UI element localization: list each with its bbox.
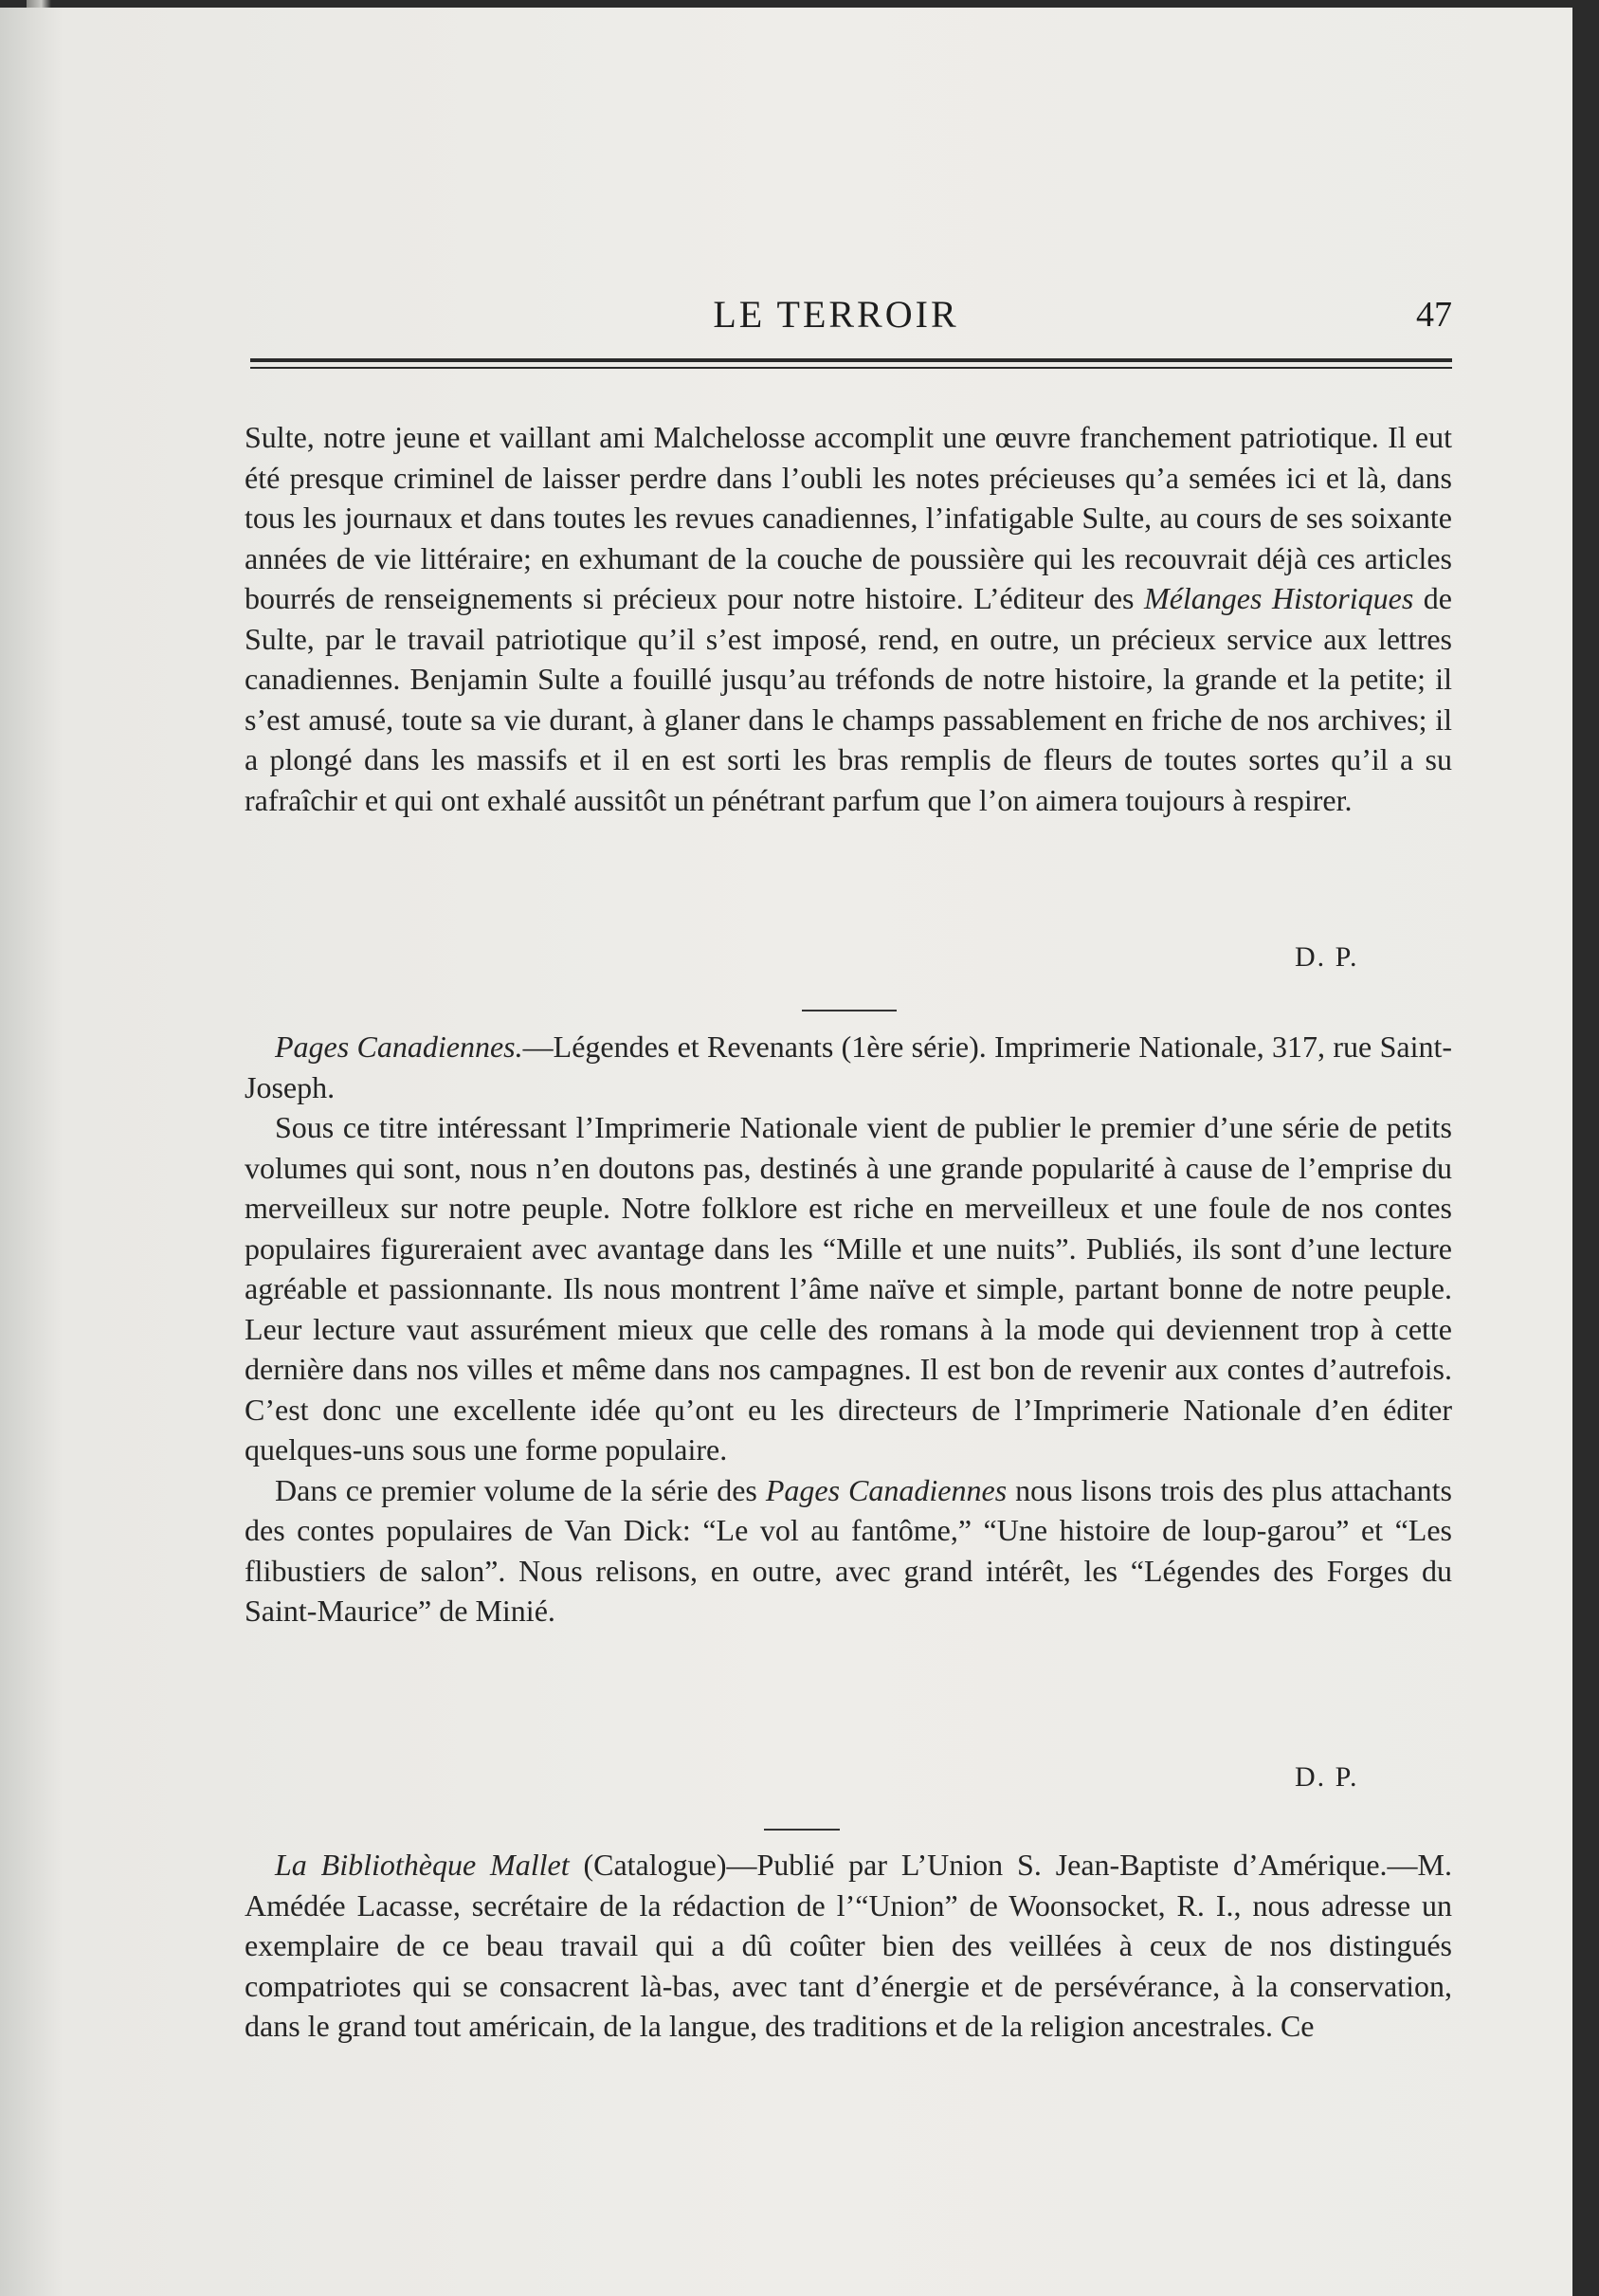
article2-signature: D. P. [1295,1761,1359,1793]
article3-heading-rest: (Catalogue)—Publié par L’Union S. Jean-Baptiste d’Amérique.—M. Amédée Lacasse, secrétaire de la rédaction de l’“Union” de Woonsocket, R. I., nous adresse un exemplaire de ce beau travail qui a dû coûter bien des veillées à ceux de nos distingués compatriotes qui se consacrent là-bas, avec tant d’énergie et de persévérance, à la conservation, dans le grand tout américain, de la langue, des traditions et de la religion ancestrales. Ce [245,1848,1453,2043]
header-rule-thin [250,367,1452,369]
article2-title: Pages Canadiennes. [275,1030,523,1064]
article1-italic-title: Mélanges Historiques [1144,581,1414,615]
article1-text: Sulte, notre jeune et vaillant ami Malchelosse accomplit une œuvre franchement patriotique. Il eut été presque criminel de laisser perdre dans l’oubli les notes précieuses qu’a semées ici et là, dans tous les journaux et dans toutes les revues canadiennes, l’infatigable Sulte, au cours de ses soixante années de vie littéraire; en exhumant de la couche de poussière qui les recouvrait déjà ces articles bourrés de renseignements si précieux pour notre histoire. L’éditeur des [245,420,1452,615]
separator-1 [802,1010,897,1011]
article-bibliotheque-mallet [245,1845,1452,2047]
article1-paragraph [245,417,1452,820]
article-pages-canadiennes [245,1027,1452,1631]
article2-heading [245,1027,1452,1107]
article2-p2-italic: Pages Canadiennes [765,1472,1008,1507]
header-rule-thick [250,358,1452,362]
article1-text-end: de Sulte, par le travail patriotique qu’il s’est imposé, rend, en outre, un précieux service aux lettres canadiennes. Benjamin Sulte a fouillé jusqu’au tréfonds de notre histoire, la grande et la petite; il s’est amusé, toute sa vie durant, à glaner dans le champs passablement en friche de nos archives; il a plongé dans les massifs et il en est sorti les bras remplis de fleurs de toutes sortes qu’il a su rafraîchir et qui ont exhalé aussitôt un pénétrant parfum que l’on aimera toujours à respirer. [245,581,1453,817]
book-page [0,8,1572,2296]
running-title: LE TERROIR [713,293,959,336]
article2-p2-start: Dans ce premier volume de la série des [275,1472,766,1507]
article3-heading [245,1845,1452,2047]
article3-title: La Bibliothèque Mallet [275,1848,570,1882]
article2-heading-rest: —Légendes et Revenants (1ère série). Imprimerie Nationale, 317, rue Saint-Joseph. [245,1030,1453,1104]
running-header [220,292,1452,349]
article2-p2-end: nous lisons trois des plus attachants des contes populaires de Van Dick: “Le vol au fantôme,” “Une histoire de loup-garou” et “Les flibustiers de salon”. Nous relisons, en outre, avec grand intérêt, les “Légendes des Forges du Saint-Maurice” de Minié. [245,1472,1453,1628]
article2-paragraph-1: Sous ce titre intéressant l’Imprimerie Nationale vient de publier le premier d’une série de petits volumes qui sont, nous n’en doutons pas, destinés à une grande popularité à cause de l’emprise du merveilleux sur notre peuple. Notre folklore est riche en merveilleux et une foule de nos contes populaires figureraient avec avantage dans les “Mille et une nuits”. Publiés, ils sont d’une lecture agréable et passionnante. Ils nous montrent l’âme naïve et simple, partant bonne de notre peuple. Leur lecture vaut assurément mieux que celle des romans à la mode qui deviennent trop à cette dernière dans nos villes et même dans nos campagnes. Il est bon de revenir aux contes d’autrefois. C’est donc une excellente idée qu’ont eu les directeurs de l’Imprimerie Nationale d’en éditer quelques-uns sous une forme populaire. [245,1110,1452,1467]
article1-signature: D. P. [1295,941,1359,973]
page-number: 47 [1416,295,1452,335]
article2-paragraph-2 [245,1470,1452,1631]
article-mallchelosse [245,417,1452,820]
separator-2 [764,1829,840,1831]
